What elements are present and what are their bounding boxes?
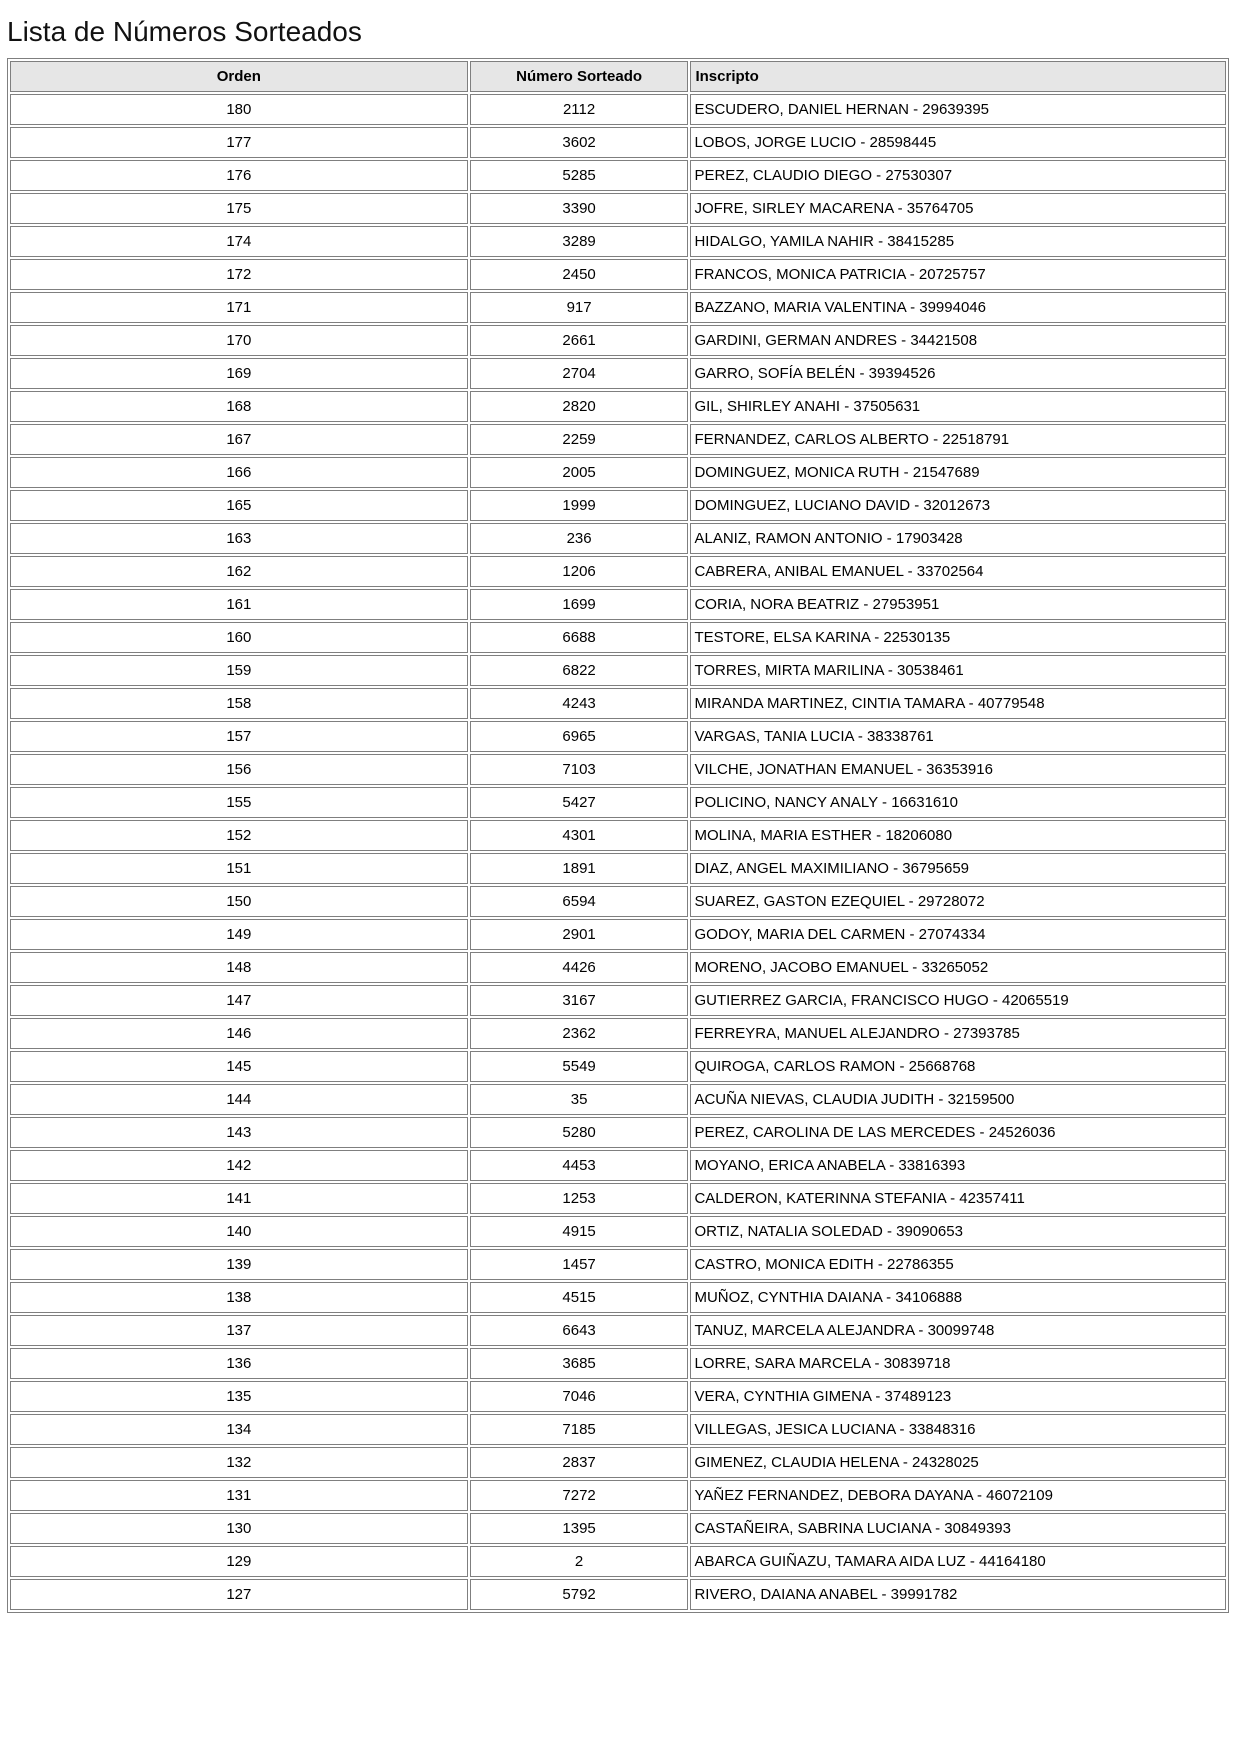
numero-sorteado-cell: 2820 xyxy=(470,391,689,422)
sorted-numbers-table xyxy=(7,58,1229,1613)
inscripto-cell: TESTORE, ELSA KARINA - 22530135 xyxy=(690,622,1226,653)
orden-cell: 162 xyxy=(10,556,468,587)
numero-sorteado-cell: 3289 xyxy=(470,226,689,257)
table-row xyxy=(10,1447,1226,1478)
inscripto-cell: CALDERON, KATERINNA STEFANIA - 42357411 xyxy=(690,1183,1226,1214)
inscripto-cell: YAÑEZ FERNANDEZ, DEBORA DAYANA - 46072109 xyxy=(690,1480,1226,1511)
inscripto-cell: BAZZANO, MARIA VALENTINA - 39994046 xyxy=(690,292,1226,323)
numero-sorteado-cell: 7185 xyxy=(470,1414,689,1445)
inscripto-cell: FERNANDEZ, CARLOS ALBERTO - 22518791 xyxy=(690,424,1226,455)
numero-sorteado-cell: 6965 xyxy=(470,721,689,752)
orden-cell: 166 xyxy=(10,457,468,488)
orden-cell: 145 xyxy=(10,1051,468,1082)
numero-sorteado-cell: 5285 xyxy=(470,160,689,191)
inscripto-cell: TANUZ, MARCELA ALEJANDRA - 30099748 xyxy=(690,1315,1226,1346)
orden-cell: 176 xyxy=(10,160,468,191)
table-row xyxy=(10,853,1226,884)
orden-cell: 147 xyxy=(10,985,468,1016)
numero-sorteado-cell: 1206 xyxy=(470,556,689,587)
numero-sorteado-cell: 4515 xyxy=(470,1282,689,1313)
orden-cell: 159 xyxy=(10,655,468,686)
orden-cell: 140 xyxy=(10,1216,468,1247)
numero-sorteado-cell: 1699 xyxy=(470,589,689,620)
orden-cell: 149 xyxy=(10,919,468,950)
numero-sorteado-cell: 7103 xyxy=(470,754,689,785)
table-row xyxy=(10,226,1226,257)
table-row xyxy=(10,127,1226,158)
numero-sorteado-cell: 4301 xyxy=(470,820,689,851)
orden-cell: 161 xyxy=(10,589,468,620)
inscripto-cell: ACUÑA NIEVAS, CLAUDIA JUDITH - 32159500 xyxy=(690,1084,1226,1115)
inscripto-cell: CASTAÑEIRA, SABRINA LUCIANA - 30849393 xyxy=(690,1513,1226,1544)
orden-cell: 142 xyxy=(10,1150,468,1181)
orden-cell: 131 xyxy=(10,1480,468,1511)
inscripto-cell: HIDALGO, YAMILA NAHIR - 38415285 xyxy=(690,226,1226,257)
table-row xyxy=(10,1084,1226,1115)
table-row xyxy=(10,622,1226,653)
orden-cell: 148 xyxy=(10,952,468,983)
table-row xyxy=(10,1282,1226,1313)
orden-cell: 167 xyxy=(10,424,468,455)
table-row xyxy=(10,688,1226,719)
table-row xyxy=(10,1249,1226,1280)
inscripto-cell: DOMINGUEZ, LUCIANO DAVID - 32012673 xyxy=(690,490,1226,521)
inscripto-cell: DOMINGUEZ, MONICA RUTH - 21547689 xyxy=(690,457,1226,488)
inscripto-cell: GARRO, SOFÍA BELÉN - 39394526 xyxy=(690,358,1226,389)
inscripto-cell: LOBOS, JORGE LUCIO - 28598445 xyxy=(690,127,1226,158)
inscripto-cell: MUÑOZ, CYNTHIA DAIANA - 34106888 xyxy=(690,1282,1226,1313)
table-row xyxy=(10,919,1226,950)
numero-sorteado-cell: 6594 xyxy=(470,886,689,917)
numero-sorteado-cell: 6822 xyxy=(470,655,689,686)
inscripto-cell: CORIA, NORA BEATRIZ - 27953951 xyxy=(690,589,1226,620)
inscripto-cell: CABRERA, ANIBAL EMANUEL - 33702564 xyxy=(690,556,1226,587)
table-row xyxy=(10,556,1226,587)
orden-cell: 144 xyxy=(10,1084,468,1115)
table-row xyxy=(10,94,1226,125)
orden-cell: 150 xyxy=(10,886,468,917)
table-row xyxy=(10,952,1226,983)
inscripto-cell: ORTIZ, NATALIA SOLEDAD - 39090653 xyxy=(690,1216,1226,1247)
table-row xyxy=(10,1414,1226,1445)
orden-cell: 175 xyxy=(10,193,468,224)
numero-sorteado-cell: 3685 xyxy=(470,1348,689,1379)
table-row xyxy=(10,523,1226,554)
orden-cell: 170 xyxy=(10,325,468,356)
header-numero-sorteado: Número Sorteado xyxy=(470,61,689,92)
orden-cell: 132 xyxy=(10,1447,468,1478)
numero-sorteado-cell: 2005 xyxy=(470,457,689,488)
orden-cell: 158 xyxy=(10,688,468,719)
table-row xyxy=(10,1513,1226,1544)
orden-cell: 168 xyxy=(10,391,468,422)
numero-sorteado-cell: 4243 xyxy=(470,688,689,719)
numero-sorteado-cell: 2837 xyxy=(470,1447,689,1478)
table-row xyxy=(10,1216,1226,1247)
table-row xyxy=(10,358,1226,389)
orden-cell: 134 xyxy=(10,1414,468,1445)
orden-cell: 127 xyxy=(10,1579,468,1610)
numero-sorteado-cell: 2450 xyxy=(470,259,689,290)
numero-sorteado-cell: 1999 xyxy=(470,490,689,521)
numero-sorteado-cell: 1395 xyxy=(470,1513,689,1544)
orden-cell: 139 xyxy=(10,1249,468,1280)
orden-cell: 156 xyxy=(10,754,468,785)
inscripto-cell: PEREZ, CAROLINA DE LAS MERCEDES - 24526036 xyxy=(690,1117,1226,1148)
table-row xyxy=(10,292,1226,323)
inscripto-cell: DIAZ, ANGEL MAXIMILIANO - 36795659 xyxy=(690,853,1226,884)
table-row xyxy=(10,490,1226,521)
orden-cell: 172 xyxy=(10,259,468,290)
inscripto-cell: VILLEGAS, JESICA LUCIANA - 33848316 xyxy=(690,1414,1226,1445)
orden-cell: 136 xyxy=(10,1348,468,1379)
orden-cell: 152 xyxy=(10,820,468,851)
table-row xyxy=(10,589,1226,620)
inscripto-cell: GARDINI, GERMAN ANDRES - 34421508 xyxy=(690,325,1226,356)
table-row xyxy=(10,1117,1226,1148)
orden-cell: 135 xyxy=(10,1381,468,1412)
table-row xyxy=(10,1150,1226,1181)
table-row xyxy=(10,721,1226,752)
inscripto-cell: MOLINA, MARIA ESTHER - 18206080 xyxy=(690,820,1226,851)
numero-sorteado-cell: 7272 xyxy=(470,1480,689,1511)
inscripto-cell: LORRE, SARA MARCELA - 30839718 xyxy=(690,1348,1226,1379)
numero-sorteado-cell: 3390 xyxy=(470,193,689,224)
inscripto-cell: SUAREZ, GASTON EZEQUIEL - 29728072 xyxy=(690,886,1226,917)
numero-sorteado-cell: 2362 xyxy=(470,1018,689,1049)
orden-cell: 160 xyxy=(10,622,468,653)
table-row xyxy=(10,1579,1226,1610)
orden-cell: 177 xyxy=(10,127,468,158)
numero-sorteado-cell: 3167 xyxy=(470,985,689,1016)
orden-cell: 138 xyxy=(10,1282,468,1313)
table-row xyxy=(10,259,1226,290)
orden-cell: 130 xyxy=(10,1513,468,1544)
numero-sorteado-cell: 35 xyxy=(470,1084,689,1115)
inscripto-cell: MOYANO, ERICA ANABELA - 33816393 xyxy=(690,1150,1226,1181)
numero-sorteado-cell: 6643 xyxy=(470,1315,689,1346)
table-row xyxy=(10,754,1226,785)
table-row xyxy=(10,391,1226,422)
numero-sorteado-cell: 236 xyxy=(470,523,689,554)
inscripto-cell: TORRES, MIRTA MARILINA - 30538461 xyxy=(690,655,1226,686)
inscripto-cell: VERA, CYNTHIA GIMENA - 37489123 xyxy=(690,1381,1226,1412)
table-row xyxy=(10,1381,1226,1412)
table-row xyxy=(10,886,1226,917)
orden-cell: 155 xyxy=(10,787,468,818)
inscripto-cell: MORENO, JACOBO EMANUEL - 33265052 xyxy=(690,952,1226,983)
inscripto-cell: QUIROGA, CARLOS RAMON - 25668768 xyxy=(690,1051,1226,1082)
orden-cell: 141 xyxy=(10,1183,468,1214)
numero-sorteado-cell: 917 xyxy=(470,292,689,323)
inscripto-cell: PEREZ, CLAUDIO DIEGO - 27530307 xyxy=(690,160,1226,191)
inscripto-cell: FRANCOS, MONICA PATRICIA - 20725757 xyxy=(690,259,1226,290)
table-row xyxy=(10,1018,1226,1049)
table-row xyxy=(10,1183,1226,1214)
numero-sorteado-cell: 2661 xyxy=(470,325,689,356)
table-row xyxy=(10,457,1226,488)
numero-sorteado-cell: 5792 xyxy=(470,1579,689,1610)
numero-sorteado-cell: 7046 xyxy=(470,1381,689,1412)
table-row xyxy=(10,1546,1226,1577)
header-orden: Orden xyxy=(10,61,468,92)
orden-cell: 146 xyxy=(10,1018,468,1049)
orden-cell: 151 xyxy=(10,853,468,884)
inscripto-cell: JOFRE, SIRLEY MACARENA - 35764705 xyxy=(690,193,1226,224)
numero-sorteado-cell: 1891 xyxy=(470,853,689,884)
table-row xyxy=(10,787,1226,818)
table-row xyxy=(10,193,1226,224)
numero-sorteado-cell: 6688 xyxy=(470,622,689,653)
numero-sorteado-cell: 4453 xyxy=(470,1150,689,1181)
inscripto-cell: VARGAS, TANIA LUCIA - 38338761 xyxy=(690,721,1226,752)
orden-cell: 169 xyxy=(10,358,468,389)
inscripto-cell: POLICINO, NANCY ANALY - 16631610 xyxy=(690,787,1226,818)
orden-cell: 137 xyxy=(10,1315,468,1346)
numero-sorteado-cell: 2901 xyxy=(470,919,689,950)
header-row xyxy=(10,61,1226,92)
orden-cell: 165 xyxy=(10,490,468,521)
orden-cell: 129 xyxy=(10,1546,468,1577)
inscripto-cell: ABARCA GUIÑAZU, TAMARA AIDA LUZ - 44164180 xyxy=(690,1546,1226,1577)
inscripto-cell: MIRANDA MARTINEZ, CINTIA TAMARA - 40779548 xyxy=(690,688,1226,719)
inscripto-cell: ALANIZ, RAMON ANTONIO - 17903428 xyxy=(690,523,1226,554)
table-row xyxy=(10,1480,1226,1511)
numero-sorteado-cell: 4426 xyxy=(470,952,689,983)
inscripto-cell: FERREYRA, MANUEL ALEJANDRO - 27393785 xyxy=(690,1018,1226,1049)
numero-sorteado-cell: 5280 xyxy=(470,1117,689,1148)
table-row xyxy=(10,325,1226,356)
inscripto-cell: GIL, SHIRLEY ANAHI - 37505631 xyxy=(690,391,1226,422)
numero-sorteado-cell: 1457 xyxy=(470,1249,689,1280)
numero-sorteado-cell: 2704 xyxy=(470,358,689,389)
inscripto-cell: ESCUDERO, DANIEL HERNAN - 29639395 xyxy=(690,94,1226,125)
orden-cell: 174 xyxy=(10,226,468,257)
table-row xyxy=(10,1348,1226,1379)
table-row xyxy=(10,820,1226,851)
orden-cell: 171 xyxy=(10,292,468,323)
table-row xyxy=(10,424,1226,455)
header-inscripto: Inscripto xyxy=(690,61,1226,92)
numero-sorteado-cell: 4915 xyxy=(470,1216,689,1247)
numero-sorteado-cell: 5549 xyxy=(470,1051,689,1082)
numero-sorteado-cell: 2 xyxy=(470,1546,689,1577)
inscripto-cell: RIVERO, DAIANA ANABEL - 39991782 xyxy=(690,1579,1226,1610)
table-row xyxy=(10,1051,1226,1082)
inscripto-cell: GUTIERREZ GARCIA, FRANCISCO HUGO - 42065519 xyxy=(690,985,1226,1016)
table-row xyxy=(10,160,1226,191)
inscripto-cell: GIMENEZ, CLAUDIA HELENA - 24328025 xyxy=(690,1447,1226,1478)
table-row xyxy=(10,1315,1226,1346)
numero-sorteado-cell: 2259 xyxy=(470,424,689,455)
numero-sorteado-cell: 2112 xyxy=(470,94,689,125)
orden-cell: 180 xyxy=(10,94,468,125)
numero-sorteado-cell: 3602 xyxy=(470,127,689,158)
table-body xyxy=(10,94,1226,1610)
orden-cell: 143 xyxy=(10,1117,468,1148)
table-row xyxy=(10,655,1226,686)
inscripto-cell: VILCHE, JONATHAN EMANUEL - 36353916 xyxy=(690,754,1226,785)
orden-cell: 163 xyxy=(10,523,468,554)
inscripto-cell: CASTRO, MONICA EDITH - 22786355 xyxy=(690,1249,1226,1280)
numero-sorteado-cell: 1253 xyxy=(470,1183,689,1214)
table-row xyxy=(10,985,1226,1016)
inscripto-cell: GODOY, MARIA DEL CARMEN - 27074334 xyxy=(690,919,1226,950)
numero-sorteado-cell: 5427 xyxy=(470,787,689,818)
page-title: Lista de Números Sorteados xyxy=(7,16,362,47)
orden-cell: 157 xyxy=(10,721,468,752)
